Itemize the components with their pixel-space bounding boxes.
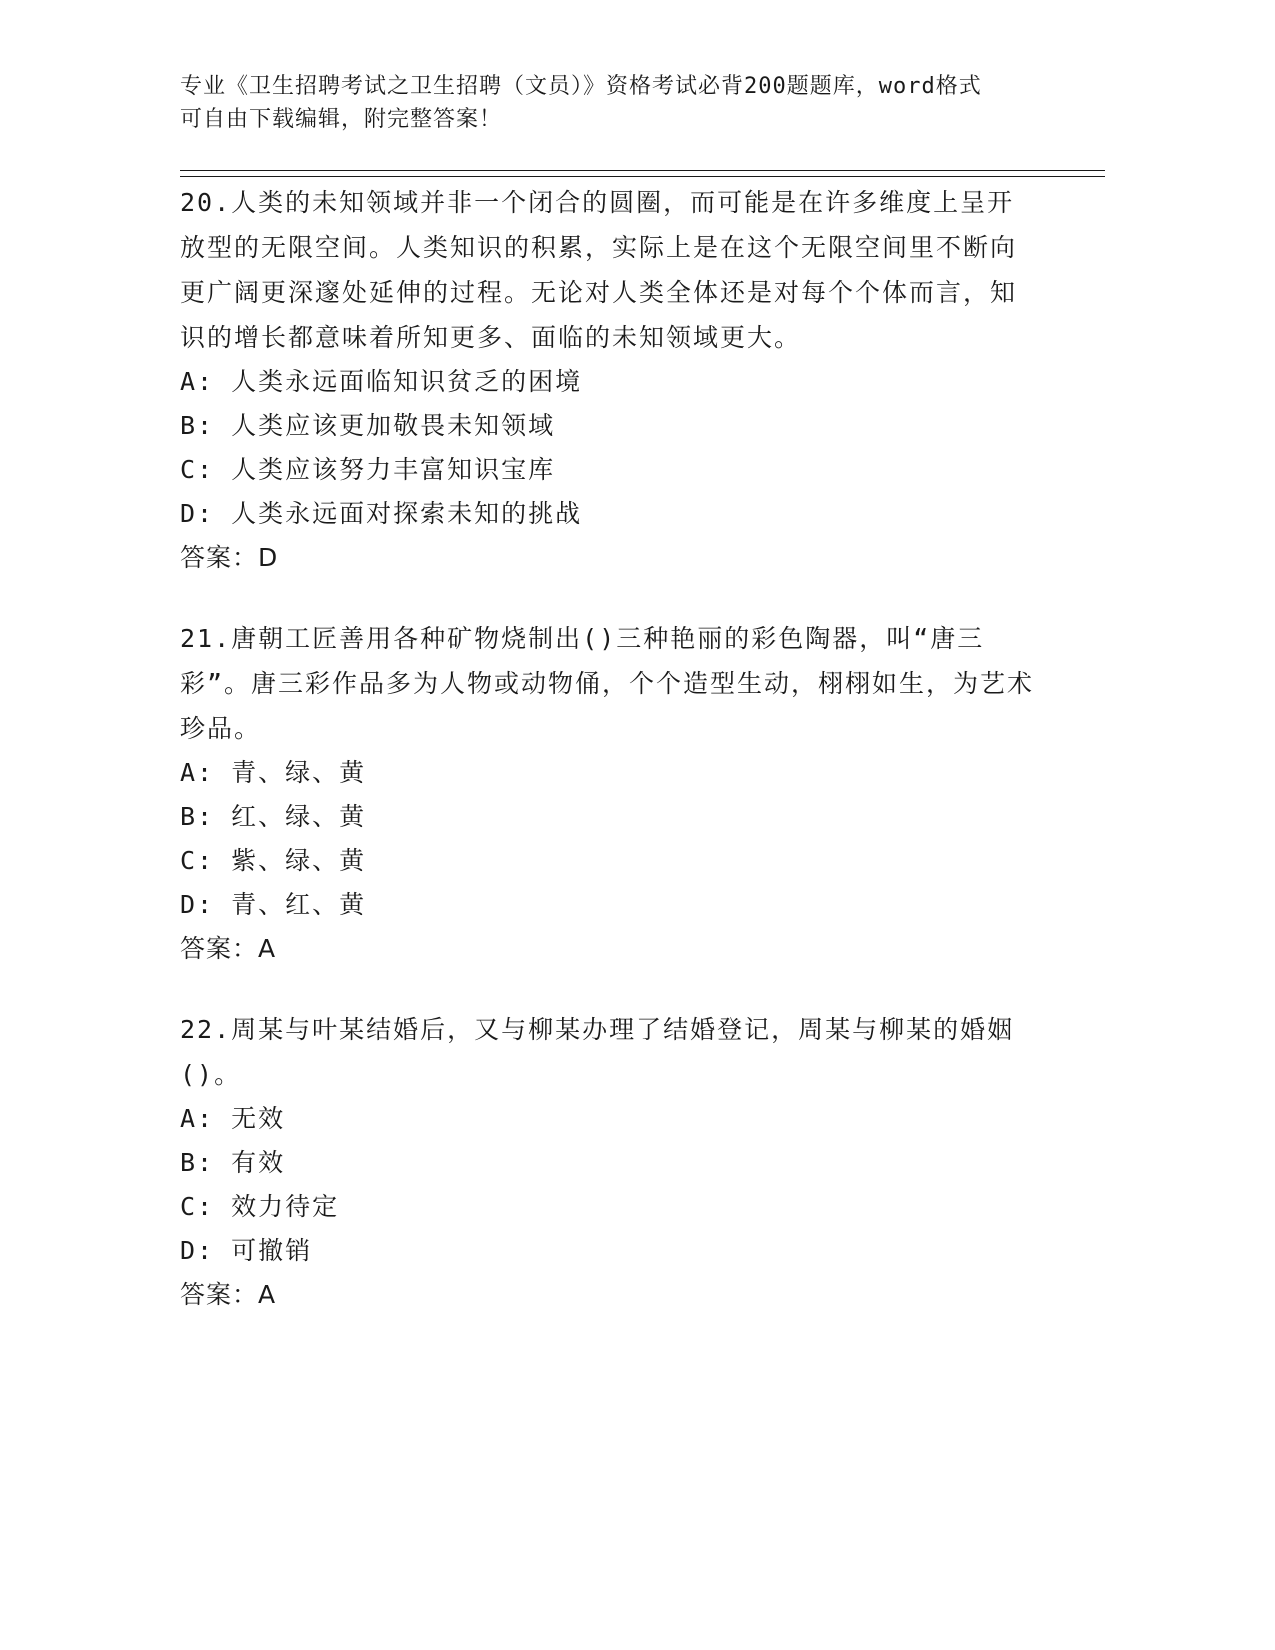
header-line-1: 专业《卫生招聘考试之卫生招聘（文员）》资格考试必背200题题库，word格式 xyxy=(180,74,982,99)
option-c: C: 效力待定 xyxy=(180,1192,340,1221)
option-c: C: 紫、绿、黄 xyxy=(180,846,367,875)
answer: 答案：A xyxy=(180,1280,277,1309)
answer: 答案：A xyxy=(180,934,277,963)
question-22 xyxy=(180,1007,1040,1317)
option-a: A: 无效 xyxy=(180,1104,286,1133)
question-21 xyxy=(180,616,1040,971)
option-a: A: 人类永远面临知识贫乏的困境 xyxy=(180,367,583,396)
option-a: A: 青、绿、黄 xyxy=(180,758,367,787)
option-d: D: 可撤销 xyxy=(180,1236,313,1265)
header-divider-top xyxy=(180,170,1105,171)
question-stem: 20.人类的未知领域并非一个闭合的圆圈，而可能是在许多维度上呈开放型的无限空间。人类知识的积累，实际上是在这个无限空间里不断向更广阔更深邃处延伸的过程。无论对人类全体还是对每个个体而言，知识的增长都意味着所知更多、面临的未知领域更大。 xyxy=(180,188,1018,352)
question-stem: 22.周某与叶某结婚后，又与柳某办理了结婚登记，周某与柳某的婚姻()。 xyxy=(180,1015,1015,1089)
option-d: D: 青、红、黄 xyxy=(180,890,367,919)
option-b: B: 人类应该更加敬畏未知领域 xyxy=(180,411,556,440)
header-line-2: 可自由下载编辑，附完整答案！ xyxy=(180,107,503,132)
question-stem: 21.唐朝工匠善用各种矿物烧制出()三种艳丽的彩色陶器，叫“唐三彩”。唐三彩作品多为人物或动物俑，个个造型生动，栩栩如生，为艺术珍品。 xyxy=(180,624,1035,743)
document-header xyxy=(180,70,1100,136)
option-b: B: 红、绿、黄 xyxy=(180,802,367,831)
option-d: D: 人类永远面对探索未知的挑战 xyxy=(180,499,583,528)
answer: 答案：D xyxy=(180,543,279,572)
option-b: B: 有效 xyxy=(180,1148,286,1177)
header-divider-bottom xyxy=(180,176,1105,177)
question-20 xyxy=(180,180,1040,580)
option-c: C: 人类应该努力丰富知识宝库 xyxy=(180,455,556,484)
